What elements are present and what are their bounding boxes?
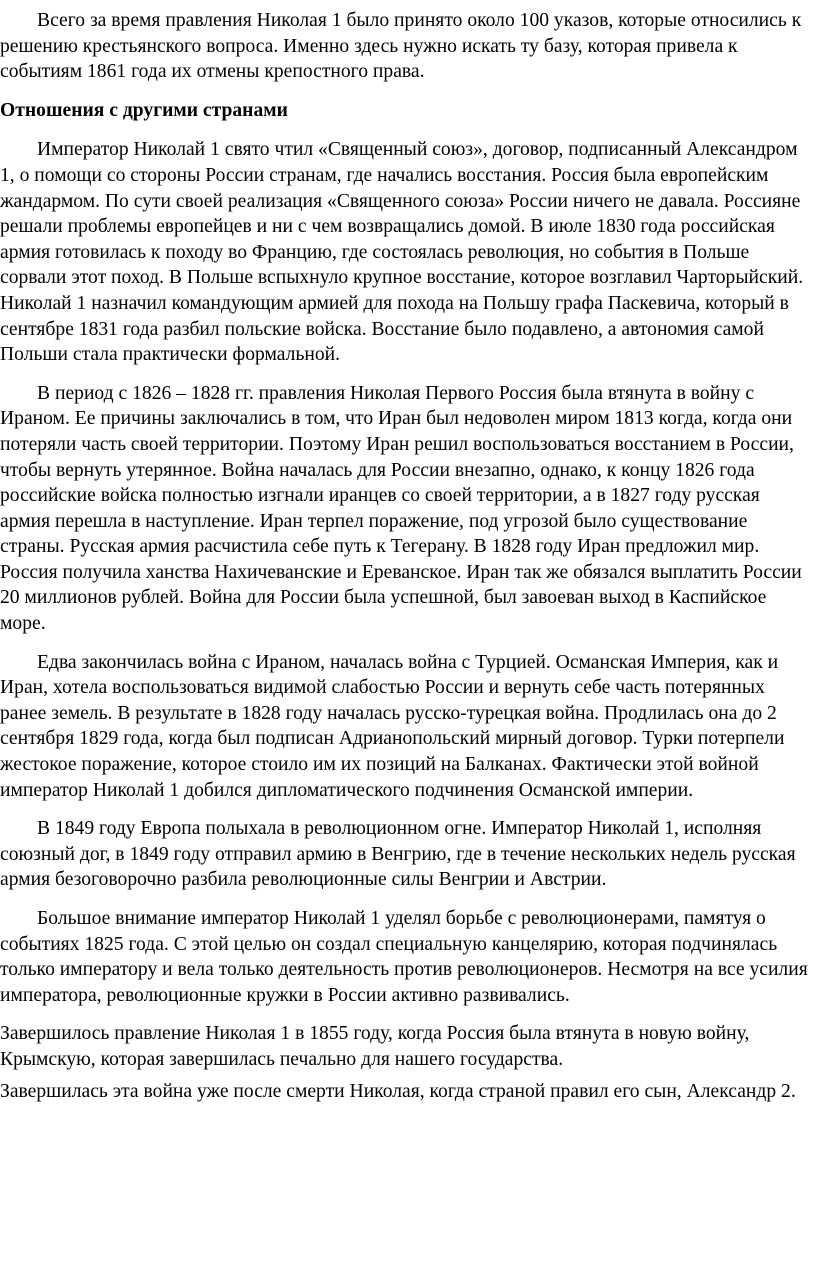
paragraph-hungary-1849: В 1849 году Европа полыхала в революционном огне. Император Николай 1, исполняя союзный дог, в 1849 году отправил армию в Венгрию, где в течение нескольких недель русская армия безоговорочно разбила революционные силы Венгрии и Австрии. (0, 818, 796, 891)
paragraph-war-with-iran: В период с 1826 – 1828 гг. правления Николая Первого Россия была втянута в войну с Ираном. Ее причины заключались в том, что Иран был недоволен миром 1813 когда, когда они потеряли часть своей территории. Поэтому Иран решил воспользоваться восстанием в России, чтобы вернуть утерянное. Война началась для России внезапно, однако, к концу 1826 года российские войска полностью изгнали иранцев со своей территории, а в 1827 году русская армия перешла в наступление. Иран терпел поражение, под угрозой было существование страны. Русская армия расчистила себе путь к Тегерану. В 1828 году Иран предложил мир. Россия получила ханства Нахичеванские и Ереванское. Иран так же обязался выплатить России 20 миллионов рублей. Война для России была успешной, был завоеван выход в Каспийское море. (0, 382, 802, 635)
paragraph-revolutionaries: Большое внимание император Николай 1 уделял борьбе с революционерами, памятуя о событиях 1825 года. С этой целью он создал специальную канцелярию, которая подчинялась только императору и вела только деятельность против революционеров. Несмотря на все усилия императора, революционные кружки в России активно развивались. (0, 908, 808, 1006)
paragraph-alexander-2: Завершилась эта война уже после смерти Николая, когда страной правил его сын, Александр 2. (0, 1080, 796, 1102)
paragraph-holy-alliance: Император Николай 1 свято чтил «Священный союз», договор, подписанный Александром 1, о помощи со стороны России странам, где начались восстания. Россия была европейским жандармом. По сути своей реализация «Священного союза» России ничего не давала. Россияне решали проблемы европейцев и ни с чем возвращались домой. В июле 1830 года российская армия готовилась к походу во Францию, где состоялась революция, но события в Польше сорвали этот поход. В Польше вспыхнуло крупное восстание, которое возглавил Чарторыйский. Николай 1 назначил командующим армией для похода на Польшу графа Паскевича, который в сентябре 1831 года разбил польские войска. Восстание было подавлено, а автономия самой Польши стала практически формальной. (0, 139, 804, 366)
section-heading-foreign-relations: Отношения с другими странами (0, 99, 288, 121)
paragraph-peasant-question: Всего за время правления Николая 1 было принято около 100 указов, которые относились к решению крестьянского вопроса. Именно здесь нужно искать ту базу, которая привела к событиям 1861 года их отмены крепостного права. (0, 10, 802, 83)
paragraph-end-of-reign: Завершилось правление Николая 1 в 1855 году, когда Россия была втянута в новую войну, Крымскую, которая завершилась печально для нашего государства. (0, 1023, 750, 1070)
paragraph-war-with-turkey: Едва закончилась война с Ираном, началась война с Турцией. Османская Империя, как и Иран, хотела воспользоваться видимой слабостью России и вернуть себе часть потерянных ранее земель. В результате в 1828 году началась русско-турецкая война. Продлилась она до 2 сентября 1829 года, когда был подписан Адрианопольский мирный договор. Турки потерпели жестокое поражение, которое стоило им их позиций на Балканах. Фактически этой войной император Николай 1 добился дипломатического подчинения Османской империи. (0, 651, 785, 801)
